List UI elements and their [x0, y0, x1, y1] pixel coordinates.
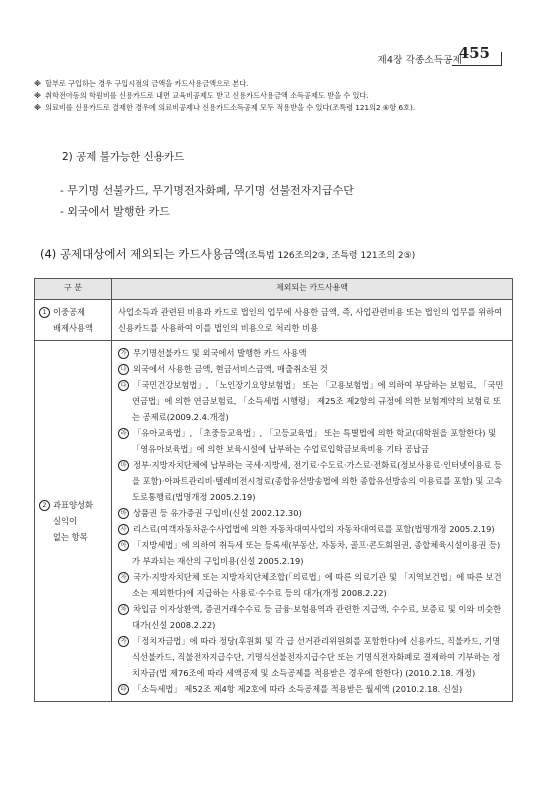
exclusion-table	[34, 278, 513, 702]
item-text: 무기명선불카드 및 외국에서 발행한 카드 사용액	[133, 348, 307, 358]
list-item	[118, 601, 506, 633]
notes-block	[34, 78, 534, 114]
item-text: 정부·지방자치단체에 납부하는 국세·지방세, 전기료·수도료·가스료·전화료(정보사용료·인터넷이용료 등을 포함)·아파트관리비·텔레비전시청료(종합유선방송법에 의한 종합유선방송의 이용료를 포함) 및 고속도로통행료(법명개정 2005.2.19)	[132, 460, 503, 502]
description-cell: 사업소득과 관련된 비용과 카드로 법인의 업무에 사용한 금액, 즉, 사업관련비용 또는 법인의 업무를 위하여 신용카드를 사용하여 이를 법인의 비용으로 처리한 비용	[112, 300, 513, 341]
chapter-title: 제4장 각종소득공제	[377, 55, 462, 66]
list-item	[118, 361, 506, 377]
category-cell	[35, 300, 112, 341]
note-text: 의료비를 신용카드로 결제한 경우에 의료비공제나 신용카드소득공제 모두 적용받을 수 있다(조특령 121의2 ⑥항 6호).	[45, 103, 416, 112]
item-text: 「국민건강보험법」, 「노인장기요양보험법」 또는 「고용보험법」에 의하여 부담하는 보험료, 「국민연금법」에 의한 연금보험료, 「소득세법 시행령」 제25조 제2항의 규정에 의한 보험계약의 보험료 또는 공제료(2009.2.4.개정)	[132, 380, 504, 422]
item-letter: 자	[118, 572, 129, 583]
dash-list	[60, 180, 354, 222]
header-rule	[452, 65, 502, 66]
note-text: 취학전아동의 학원비를 신용카드로 내면 교육비공제도 받고 신용카드사용금액 소득공제도 받을 수 있다.	[45, 91, 369, 100]
note	[34, 102, 534, 114]
item-letter: 아	[118, 540, 129, 551]
subheading: 2) 공제 불가능한 신용카드	[62, 151, 185, 163]
item-letter: 가	[118, 348, 129, 359]
table-row	[35, 341, 513, 702]
item-letter: 다	[118, 380, 129, 391]
list-item	[118, 345, 506, 361]
section-reference: (조특법 126조의2③, 조특령 121조의 2⑤)	[245, 251, 416, 261]
item-text: 리스료(여객자동차운수사업법에 의한 자동차대여사업의 자동차대여료를 포함(법명개정 2005.2.19)	[133, 524, 495, 534]
item-letter: 바	[118, 508, 129, 519]
column-header-category: 구 분	[35, 279, 112, 300]
table-row	[35, 300, 513, 341]
section-title-text: (4) 공제대상에서 제외되는 카드사용금액	[40, 247, 245, 261]
item-text: 상품권 등 유가증권 구입비(신설 2002.12.30)	[133, 508, 302, 518]
list-item	[118, 569, 506, 601]
list-item	[118, 633, 506, 681]
column-header-description: 제외되는 카드사용액	[112, 279, 513, 300]
description-cell	[112, 341, 513, 702]
list-item	[118, 537, 506, 569]
category-label	[39, 497, 107, 513]
dash-item: - 외국에서 발행한 카드	[60, 205, 170, 218]
page-number: 455	[458, 44, 490, 62]
list-item	[118, 521, 506, 537]
item-letter: 라	[118, 428, 129, 439]
category-label	[39, 304, 107, 320]
category-line: 이중공제	[53, 307, 86, 317]
table-header-row	[35, 279, 513, 300]
list-item	[118, 505, 506, 521]
list-item	[118, 681, 506, 697]
note	[34, 90, 534, 102]
item-text: 「소득세법」 제52조 제4항 제2호에 따라 소득공제를 적용받은 월세액 (2010.2.18. 신설)	[133, 684, 463, 694]
category-line: 없는 항목	[53, 532, 88, 542]
header-rule-vertical	[501, 52, 502, 66]
row-number: 1	[39, 307, 50, 318]
item-letter: 타	[118, 684, 129, 695]
list-item	[118, 457, 506, 505]
item-text: 「정치자금법」에 따라 정당(후원회 및 각 급 선거관리위원회를 포함한다)에 신용카드, 직불카드, 기명식선불카드, 직불전자지급수단, 기명식선불전자지급수단 또는 기명식전자화폐로 결제하여 기부하는 정치자금(법 제76조에 따라 세액공제 및 소득공제를 적용받은 경우에 한한다) (2010.2.18. 개정)	[132, 636, 501, 678]
section-title	[40, 246, 415, 262]
item-letter: 차	[118, 604, 129, 615]
item-text: 외국에서 사용한 금액, 현금서비스금액, 매출취소된 것	[133, 364, 328, 374]
dash-item: - 무기명 선불카드, 무기명전자화폐, 무기명 선불전자지급수단	[60, 184, 354, 197]
page-header	[0, 44, 550, 74]
item-letter: 카	[118, 636, 129, 647]
note-mark: ※	[34, 79, 41, 88]
item-text: 차입금 이자상환액, 증권거래수수료 등 금융·보험용역과 관련한 지급액, 수수료, 보증료 및 이와 비슷한 대가(신설 2008.2.22)	[132, 604, 502, 630]
note-mark: ※	[34, 103, 41, 112]
item-letter: 나	[118, 364, 129, 375]
row-number: 2	[39, 500, 50, 511]
list-item	[118, 377, 506, 425]
note-text: 할부로 구입하는 경우 구입시점의 금액을 카드사용금액으로 본다.	[45, 79, 249, 88]
item-text: 「유아교육법」, 「초중등교육법」, 「고등교육법」 또는 특별법에 의한 학교(대학원을 포함한다) 및 「영유아보육법」에 의한 보육시설에 납부하는 수업료입학금보육비용 기타 공납금	[132, 428, 497, 454]
category-line: 실익이	[53, 516, 78, 526]
note-mark: ※	[34, 91, 41, 100]
item-letter: 사	[118, 524, 129, 535]
note	[34, 78, 534, 90]
item-letter: 마	[118, 460, 129, 471]
item-text: 「지방세법」에 의하여 취득세 또는 등록세(부동산, 자동차, 골프·콘도회원권, 종합체육시설이용권 등)가 부과되는 재산의 구입비용(신설 2005.2.19)	[132, 540, 501, 566]
list-item	[118, 425, 506, 457]
category-line: 과표양성화	[53, 500, 94, 510]
category-line: 배제사용액	[53, 323, 94, 333]
category-cell	[35, 341, 112, 702]
item-text: 국가·지방자치단체 또는 지방자치단체조합(「의료법」에 따른 의료기관 및 「지역보건법」에 따른 보건소는 제외한다)에 지급하는 사용료·수수료 등의 대가(개정 2008.2.22)	[132, 572, 502, 598]
